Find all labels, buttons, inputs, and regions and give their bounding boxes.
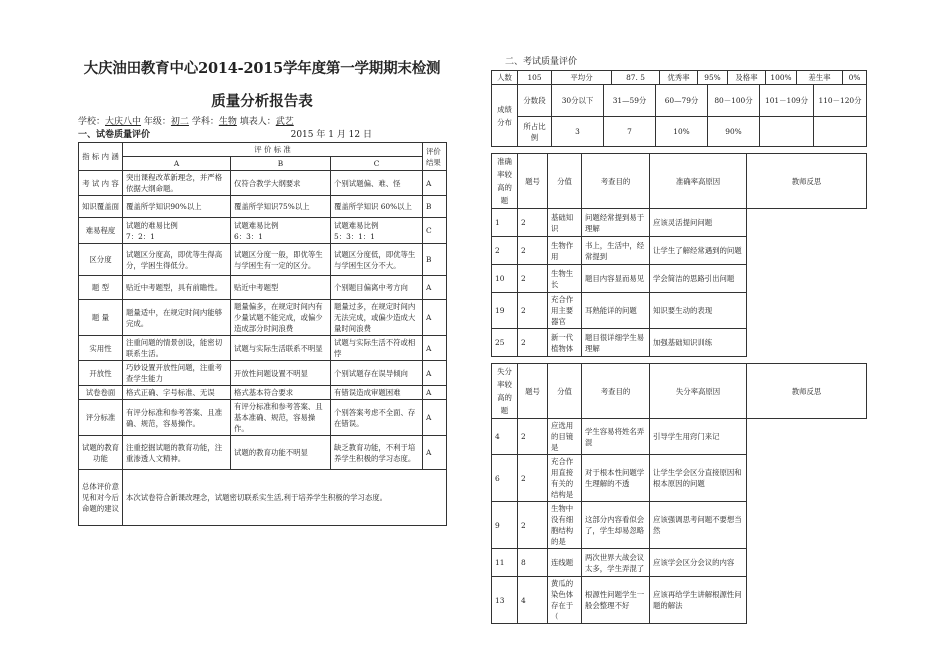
table-row xyxy=(492,455,867,502)
col-score: 分值 xyxy=(548,364,582,419)
grade-label: 年级： xyxy=(143,117,171,127)
standard-c: 个别答案考虑不全面、存在错误。 xyxy=(331,400,423,436)
evaluation-result: A xyxy=(423,276,447,300)
question-score: 8 xyxy=(518,549,548,577)
question-reason: 题目很详细学生易理解 xyxy=(582,329,650,357)
indicator-name: 开放性 xyxy=(79,361,123,386)
report-date: 2015 年 1 月 12 日 xyxy=(290,130,372,140)
table-row xyxy=(492,209,867,237)
table-row xyxy=(492,549,867,577)
standard-a: 有评分标准和参考答案、且准确、规范，容易操作。 xyxy=(123,400,231,436)
standard-c: 覆盖所学知识 60%以上 xyxy=(331,196,423,218)
evaluation-result: B xyxy=(423,244,447,276)
question-reflect: 知识要生动的表现 xyxy=(650,293,747,329)
score-stats-table xyxy=(491,70,867,85)
segment-label: 分数段 xyxy=(518,85,552,117)
question-score: 2 xyxy=(518,209,548,237)
ratio-row xyxy=(492,117,867,147)
standard-b: 格式基本符合要求 xyxy=(231,386,331,400)
standard-a: 巧妙设置开放性问题，注重考查学生能力 xyxy=(123,361,231,386)
head-col-a: A xyxy=(123,157,231,171)
standard-c: 有错误造成审题困难 xyxy=(331,386,423,400)
question-no: 1 xyxy=(492,209,518,237)
question-reason: 这部分内容看似会了，学生却易忽略 xyxy=(582,502,650,549)
standard-a: 突出课程改革新理念，并严格依据大纲命题。 xyxy=(123,171,231,196)
standard-b: 有评分标准和参考答案、且基本准确、规范，容易操作。 xyxy=(231,400,331,436)
table-row xyxy=(79,400,447,436)
head-result: 评价结果 xyxy=(423,143,447,171)
exam-quality-table xyxy=(78,142,447,526)
question-score: 2 xyxy=(518,455,548,502)
question-score: 2 xyxy=(518,293,548,329)
question-score: 2 xyxy=(518,419,548,455)
table-row xyxy=(79,300,447,336)
high-correct-side-label: 准确率较高的题 xyxy=(492,154,518,209)
standard-a: 贴近中考题型，具有前瞻性。 xyxy=(123,276,231,300)
evaluation-result: A xyxy=(423,436,447,470)
question-reason: 两次世界大战会议太多，学生弄混了 xyxy=(582,549,650,577)
filler-label: 填表人： xyxy=(239,117,276,127)
report-title-line2: 质量分析报告表 xyxy=(211,93,313,110)
question-reason: 问题经常提到易于理解 xyxy=(582,209,650,237)
table-row xyxy=(492,502,867,549)
ratio-cell xyxy=(760,117,814,147)
question-no: 25 xyxy=(492,329,518,357)
question-reason: 题目内容显而易见 xyxy=(582,265,650,293)
col-reflect: 教师反思 xyxy=(747,364,867,419)
indicator-name: 试题的教育功能 xyxy=(79,436,123,470)
question-purpose: 生物中没有细胞结构的是 xyxy=(548,502,582,549)
high-error-table xyxy=(491,363,867,624)
question-reason: 根源性问题学生一般会整理不好 xyxy=(582,577,650,624)
table-row xyxy=(79,336,447,361)
right-column xyxy=(491,56,866,624)
standard-a: 题量适中，在规定时间内能够完成。 xyxy=(123,300,231,336)
standard-b: 开放性问题设置不明显 xyxy=(231,361,331,386)
segment-cell: 60—79分 xyxy=(656,85,708,117)
head-indicator: 指 标 内 涵 xyxy=(79,143,123,171)
question-reflect: 加强基础知识训练 xyxy=(650,329,747,357)
indicator-name: 区分度 xyxy=(79,244,123,276)
school-label: 学校： xyxy=(78,117,106,127)
table-row xyxy=(492,329,867,357)
table-row xyxy=(492,265,867,293)
section2-title: 二、考试质量评价 xyxy=(505,57,578,67)
evaluation-result: A xyxy=(423,400,447,436)
head-standard: 评 价 标 准 xyxy=(123,143,423,157)
indicator-name: 考 试 内 容 xyxy=(79,171,123,196)
question-score: 2 xyxy=(518,237,548,265)
question-purpose: 充合作用主要器官 xyxy=(548,293,582,329)
ratio-cell: 3 xyxy=(552,117,604,147)
school-value: 大庆八中 xyxy=(105,117,142,127)
standard-b: 试题难易比例 6：3：1 xyxy=(231,218,331,244)
head-col-b: B xyxy=(231,157,331,171)
indicator-name: 难易程度 xyxy=(79,218,123,244)
poor-label: 差生率 xyxy=(797,71,843,85)
standard-b: 试题与实际生活联系不明显 xyxy=(231,336,331,361)
standard-c: 试题与实际生活不符或相悖 xyxy=(331,336,423,361)
standard-a: 试题的难易比例 7：2：1 xyxy=(123,218,231,244)
people-value: 105 xyxy=(518,71,552,85)
col-score: 分值 xyxy=(548,154,582,209)
standard-b: 题量偏多，在规定时间内有少量试题不能完成，或偏少造成部分时间浪费 xyxy=(231,300,331,336)
evaluation-result: B xyxy=(423,196,447,218)
question-reflect: 让学生了解经常遇到的问题 xyxy=(650,237,747,265)
standard-a: 注重问题的情景创设，能密切联系生活。 xyxy=(123,336,231,361)
segment-cell: 30分以下 xyxy=(552,85,604,117)
question-score: 2 xyxy=(518,502,548,549)
segment-cell: 101－109分 xyxy=(760,85,814,117)
table-row xyxy=(79,171,447,196)
question-purpose: 充合作用直接有关的结构是 xyxy=(548,455,582,502)
excellent-value: 95% xyxy=(698,71,728,85)
question-reflect: 应该再给学生讲解根源性问题的解法 xyxy=(650,577,747,624)
left-column xyxy=(78,58,446,526)
ratio-label: 所占比例 xyxy=(518,117,552,147)
segment-row xyxy=(492,85,867,117)
filler-value: 武艺 xyxy=(275,117,294,127)
question-reflect: 应该学会区分会议的内容 xyxy=(650,549,747,577)
col-reflect: 教师反思 xyxy=(747,154,867,209)
question-no: 6 xyxy=(492,455,518,502)
col-no: 题号 xyxy=(518,154,548,209)
question-purpose: 应选用的目镜是 xyxy=(548,419,582,455)
subject-value: 生物 xyxy=(218,117,237,127)
standard-b: 仅符合教学大纲要求 xyxy=(231,171,331,196)
high-correct-header xyxy=(492,154,867,209)
indicator-name: 题 型 xyxy=(79,276,123,300)
question-purpose: 生物作用 xyxy=(548,237,582,265)
standard-c: 试题区分度低，即优等生与学困生区分不大。 xyxy=(331,244,423,276)
standard-b: 试题的教育功能不明显 xyxy=(231,436,331,470)
question-purpose: 新一代植物体 xyxy=(548,329,582,357)
standard-c: 试题难易比例 5：3：1：1 xyxy=(331,218,423,244)
standard-a: 试题区分度高，即优等生得高分，学困生得低分。 xyxy=(123,244,231,276)
question-reflect: 应该灵活提问问题 xyxy=(650,209,747,237)
question-reason: 对于根本性问题学生理解的不透 xyxy=(582,455,650,502)
standard-a: 覆盖所学知识90%以上 xyxy=(123,196,231,218)
stats-row xyxy=(492,71,867,85)
table-row xyxy=(79,196,447,218)
table-row xyxy=(492,293,867,329)
col-no: 题号 xyxy=(518,364,548,419)
question-reflect: 让学生学会区分直接原因和根本原因的问题 xyxy=(650,455,747,502)
standard-b: 贴近中考题型 xyxy=(231,276,331,300)
evaluation-result: A xyxy=(423,386,447,400)
question-no: 11 xyxy=(492,549,518,577)
question-purpose: 生物生长 xyxy=(548,265,582,293)
standard-a: 注重挖掘试题的教育功能，注重渗透人文精神。 xyxy=(123,436,231,470)
excellent-label: 优秀率 xyxy=(660,71,698,85)
question-purpose: 连线题 xyxy=(548,549,582,577)
pass-label: 及格率 xyxy=(728,71,766,85)
evaluation-result: A xyxy=(423,300,447,336)
table-row xyxy=(79,244,447,276)
question-reason: 学生容易将姓名弄混 xyxy=(582,419,650,455)
question-reason: 耳熟能详的问题 xyxy=(582,293,650,329)
question-no: 10 xyxy=(492,265,518,293)
question-no: 2 xyxy=(492,237,518,265)
standard-c: 个别试题偏、难、怪 xyxy=(331,171,423,196)
head-col-c: C xyxy=(331,157,423,171)
question-no: 4 xyxy=(492,419,518,455)
question-purpose: 基础知识 xyxy=(548,209,582,237)
segment-cell: 31—59分 xyxy=(604,85,656,117)
table-row xyxy=(492,237,867,265)
standard-c: 题量过多，在规定时间内无法完成，或偏少造成大量时间浪费 xyxy=(331,300,423,336)
summary-label: 总体评价意见和对今后命题的建议 xyxy=(79,470,123,526)
table-row xyxy=(79,218,447,244)
question-reason: 书上，生活中，经常提到 xyxy=(582,237,650,265)
summary-row xyxy=(79,470,447,526)
indicator-name: 试卷卷面 xyxy=(79,386,123,400)
distribution-label: 成绩分布 xyxy=(492,85,518,147)
table-row xyxy=(492,419,867,455)
col-reason: 准确率高原因 xyxy=(650,154,747,209)
section1-header xyxy=(78,129,446,141)
evaluation-result: A xyxy=(423,336,447,361)
summary-text: 本次试卷符合新课改理念，试题密切联系实生活,利于培养学生积极的学习态度。 xyxy=(123,470,447,526)
section1-title: 一、试卷质量评价 xyxy=(78,130,151,140)
standard-c: 个别试题存在误导倾向 xyxy=(331,361,423,386)
question-no: 19 xyxy=(492,293,518,329)
ratio-cell: 10% xyxy=(656,117,708,147)
ratio-cell: 90% xyxy=(708,117,760,147)
question-no: 9 xyxy=(492,502,518,549)
evaluation-result: A xyxy=(423,361,447,386)
score-distribution-table xyxy=(491,84,867,147)
pass-value: 100% xyxy=(766,71,797,85)
table-row xyxy=(79,436,447,470)
avg-value: 87. 5 xyxy=(612,71,660,85)
indicator-name: 实用性 xyxy=(79,336,123,361)
segment-cell: 80－100分 xyxy=(708,85,760,117)
question-score: 2 xyxy=(518,265,548,293)
question-reflect: 学会简洁的思路引出问题 xyxy=(650,265,747,293)
indicator-name: 评分标准 xyxy=(79,400,123,436)
indicator-name: 题 量 xyxy=(79,300,123,336)
standard-a: 格式正确、字号标准、无误 xyxy=(123,386,231,400)
table-header-row xyxy=(79,143,447,157)
evaluation-result: C xyxy=(423,218,447,244)
table-row xyxy=(79,386,447,400)
avg-label: 平均分 xyxy=(552,71,612,85)
subject-label: 学科： xyxy=(191,117,219,127)
grade-value: 初二 xyxy=(170,117,189,127)
standard-b: 覆盖所学知识75%以上 xyxy=(231,196,331,218)
question-score: 4 xyxy=(518,577,548,624)
table-subheader-row xyxy=(79,157,447,171)
evaluation-result: A xyxy=(423,171,447,196)
segment-cell: 110－120分 xyxy=(814,85,867,117)
col-purpose: 考查目的 xyxy=(582,154,650,209)
question-score: 2 xyxy=(518,329,548,357)
table-row xyxy=(79,361,447,386)
question-reflect: 引导学生用窍门来记 xyxy=(650,419,747,455)
standard-b: 试题区分度一般，即优等生与学困生有一定的区分。 xyxy=(231,244,331,276)
ratio-cell: 7 xyxy=(604,117,656,147)
standard-c: 缺乏教育功能，不利于培养学生积极的学习态度。 xyxy=(331,436,423,470)
indicator-name: 知识覆盖面 xyxy=(79,196,123,218)
poor-value: 0% xyxy=(843,71,867,85)
question-purpose: 黄瓜的染色体存在于（ xyxy=(548,577,582,624)
people-label: 人数 xyxy=(492,71,518,85)
table-row xyxy=(79,276,447,300)
col-purpose: 考查目的 xyxy=(582,364,650,419)
ratio-cell xyxy=(814,117,867,147)
high-error-side-label: 失分率较高的题 xyxy=(492,364,518,419)
high-correct-table xyxy=(491,153,867,357)
standard-c: 个别题目偏离中考方向 xyxy=(331,276,423,300)
high-error-header xyxy=(492,364,867,419)
report-meta xyxy=(78,116,446,129)
report-title-line1: 大庆油田教育中心2014-2015学年度第一学期期末检测 xyxy=(83,60,441,77)
table-row xyxy=(492,577,867,624)
question-reflect: 应该强调思考问题不要想当然 xyxy=(650,502,747,549)
col-reason: 失分率高原因 xyxy=(650,364,747,419)
question-no: 13 xyxy=(492,577,518,624)
